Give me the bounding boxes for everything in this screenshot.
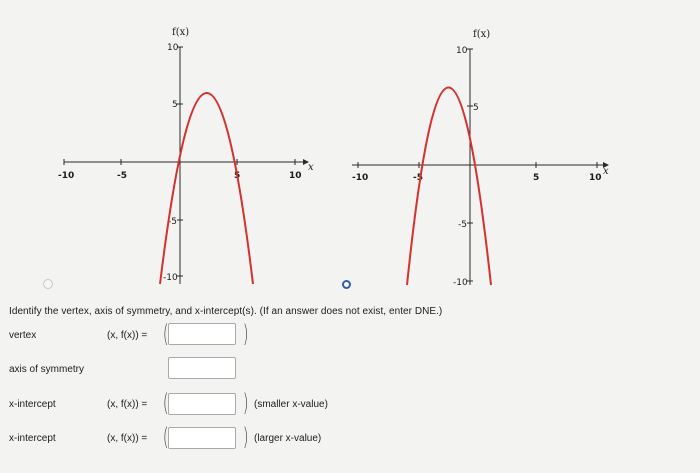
left-graph-radio[interactable]	[43, 279, 53, 289]
x-intercept-smaller-input[interactable]	[168, 393, 236, 415]
right-x-tick: -5	[413, 173, 423, 183]
vertex-label: vertex	[9, 330, 37, 341]
right-graph-radio[interactable]	[342, 280, 351, 289]
close-paren: )	[242, 423, 249, 451]
axis-of-symmetry-label: axis of symmetry	[9, 364, 85, 375]
larger-x-value-note: (larger x-value)	[254, 433, 322, 444]
smaller-x-value-note: (smaller x-value)	[254, 399, 328, 410]
right-parabola	[407, 88, 491, 286]
right-x-tick: -10	[352, 173, 369, 183]
right-x-tick: 5	[533, 173, 540, 183]
left-x-tick: 5	[234, 171, 241, 181]
question-text: Identify the vertex, axis of symmetry, and x-intercept(s). (If an answer does not exist, enter DNE.)	[9, 306, 443, 317]
right-y-axis-label: f(x)	[473, 29, 491, 40]
right-y-tick: -5	[458, 220, 467, 230]
open-paren: (	[162, 423, 169, 451]
left-y-tick: -5	[168, 217, 177, 227]
open-paren: (	[162, 320, 169, 348]
left-y-tick: -10	[163, 273, 178, 283]
right-x-tick: 10	[589, 173, 602, 183]
left-x-axis-label: x	[308, 162, 314, 173]
left-y-tick: 5	[172, 100, 178, 110]
x-intercept-coord-label: (x, f(x)) =	[107, 433, 148, 444]
axis-of-symmetry-input[interactable]	[168, 357, 236, 379]
x-intercept-larger-input[interactable]	[168, 427, 236, 449]
close-paren: )	[242, 389, 249, 417]
right-y-tick: 5	[473, 103, 479, 113]
open-paren: (	[162, 389, 169, 417]
x-intercept-label: x-intercept	[9, 399, 56, 410]
left-x-tick: -5	[117, 171, 127, 181]
x-intercept-coord-label: (x, f(x)) =	[107, 399, 148, 410]
x-intercept-label: x-intercept	[9, 433, 56, 444]
right-x-axis-label: x	[603, 166, 609, 177]
vertex-coord-label: (x, f(x)) =	[107, 330, 148, 341]
left-x-tick: -10	[58, 171, 75, 181]
left-y-axis-label: f(x)	[172, 27, 190, 38]
left-y-tick: 10	[167, 43, 179, 53]
left-x-tick: 10	[289, 171, 302, 181]
close-paren: )	[242, 320, 249, 348]
right-y-tick: 10	[456, 46, 468, 56]
right-y-tick: -10	[453, 278, 468, 288]
vertex-input[interactable]	[168, 323, 236, 345]
